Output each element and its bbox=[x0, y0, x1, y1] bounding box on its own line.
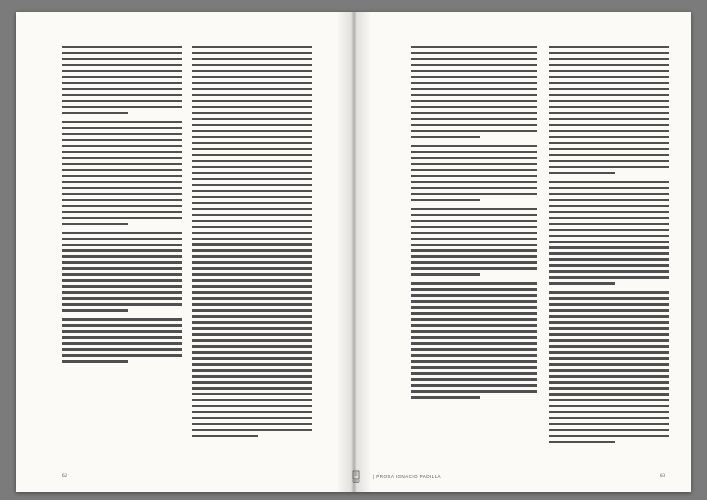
text-line bbox=[549, 246, 669, 248]
text-line bbox=[411, 232, 537, 234]
column-left-inner bbox=[192, 46, 312, 441]
text-line bbox=[549, 112, 669, 114]
text-line bbox=[549, 136, 669, 138]
text-line bbox=[549, 148, 669, 150]
text-line bbox=[192, 82, 312, 84]
text-line bbox=[549, 100, 669, 102]
text-line bbox=[549, 229, 669, 231]
text-line bbox=[192, 178, 312, 180]
text-line bbox=[192, 363, 312, 365]
text-line bbox=[192, 273, 312, 275]
text-line bbox=[62, 217, 182, 219]
text-line bbox=[549, 142, 669, 144]
text-line bbox=[549, 309, 669, 311]
text-line bbox=[549, 423, 669, 425]
text-line bbox=[411, 157, 537, 159]
text-line bbox=[411, 112, 537, 114]
text-line bbox=[192, 321, 312, 323]
text-line bbox=[192, 196, 312, 198]
text-line bbox=[62, 175, 182, 177]
column-right-outer bbox=[549, 46, 669, 447]
text-line bbox=[192, 184, 312, 186]
text-line bbox=[62, 121, 182, 123]
text-line bbox=[62, 211, 182, 213]
text-line bbox=[192, 291, 312, 293]
text-line bbox=[62, 255, 182, 257]
text-line bbox=[192, 369, 312, 371]
text-line bbox=[411, 106, 537, 108]
text-line bbox=[411, 94, 537, 96]
text-line bbox=[62, 279, 182, 281]
text-line bbox=[62, 261, 182, 263]
text-line bbox=[549, 160, 669, 162]
text-line bbox=[192, 100, 312, 102]
text-line bbox=[62, 157, 182, 159]
text-line bbox=[62, 273, 182, 275]
text-line bbox=[192, 399, 312, 401]
text-line bbox=[62, 354, 182, 356]
text-line bbox=[62, 151, 182, 153]
text-line bbox=[192, 160, 312, 162]
text-line bbox=[411, 378, 537, 380]
text-line bbox=[62, 88, 182, 90]
text-line bbox=[192, 261, 312, 263]
text-line bbox=[192, 46, 312, 48]
page-number-left: 62 bbox=[62, 474, 67, 479]
text-line bbox=[549, 106, 669, 108]
text-line bbox=[62, 309, 128, 311]
text-line bbox=[192, 297, 312, 299]
text-line bbox=[411, 175, 537, 177]
text-line bbox=[192, 327, 312, 329]
text-line bbox=[192, 351, 312, 353]
text-line bbox=[192, 130, 312, 132]
text-line bbox=[192, 232, 312, 234]
text-line bbox=[411, 354, 537, 356]
text-line bbox=[411, 336, 537, 338]
text-line bbox=[549, 235, 669, 237]
text-line bbox=[411, 294, 537, 296]
text-line bbox=[192, 136, 312, 138]
text-line bbox=[549, 199, 669, 201]
text-line bbox=[62, 100, 182, 102]
text-line bbox=[192, 309, 312, 311]
text-line bbox=[62, 58, 182, 60]
text-line bbox=[549, 276, 669, 278]
text-line bbox=[192, 76, 312, 78]
book-gutter bbox=[336, 12, 372, 492]
text-line bbox=[549, 205, 669, 207]
text-line bbox=[62, 82, 182, 84]
text-line bbox=[549, 76, 669, 78]
left-page bbox=[16, 12, 353, 492]
text-line bbox=[62, 112, 128, 114]
text-line bbox=[411, 52, 537, 54]
text-line bbox=[192, 154, 312, 156]
text-line bbox=[62, 291, 182, 293]
text-line bbox=[549, 187, 669, 189]
text-line bbox=[192, 375, 312, 377]
text-line bbox=[411, 238, 537, 240]
text-line bbox=[62, 52, 182, 54]
text-line bbox=[192, 333, 312, 335]
text-line bbox=[549, 375, 669, 377]
text-line bbox=[62, 94, 182, 96]
text-line bbox=[411, 64, 537, 66]
text-line bbox=[192, 255, 312, 257]
text-line bbox=[192, 118, 312, 120]
text-line bbox=[411, 193, 537, 195]
text-line bbox=[411, 261, 537, 263]
text-line bbox=[62, 205, 182, 207]
text-line bbox=[411, 163, 537, 165]
text-line bbox=[549, 351, 669, 353]
text-line bbox=[411, 342, 537, 344]
text-line bbox=[549, 64, 669, 66]
text-line bbox=[192, 52, 312, 54]
text-line bbox=[549, 387, 669, 389]
text-line bbox=[192, 64, 312, 66]
text-line bbox=[192, 381, 312, 383]
text-line bbox=[549, 252, 669, 254]
text-line bbox=[62, 342, 182, 344]
text-line bbox=[192, 58, 312, 60]
text-line bbox=[192, 435, 258, 437]
text-line bbox=[192, 142, 312, 144]
text-line bbox=[62, 64, 182, 66]
text-line bbox=[411, 372, 537, 374]
text-line bbox=[549, 118, 669, 120]
text-line bbox=[549, 217, 669, 219]
text-line bbox=[62, 244, 182, 246]
text-line bbox=[192, 315, 312, 317]
text-line bbox=[549, 429, 669, 431]
text-line bbox=[411, 366, 537, 368]
text-line bbox=[62, 267, 182, 269]
text-line bbox=[411, 118, 537, 120]
text-line bbox=[411, 208, 537, 210]
text-line bbox=[411, 226, 537, 228]
text-line bbox=[411, 244, 537, 246]
text-line bbox=[411, 273, 480, 275]
text-line bbox=[411, 151, 537, 153]
text-line bbox=[549, 82, 669, 84]
text-line bbox=[62, 106, 182, 108]
text-line bbox=[549, 270, 669, 272]
text-line bbox=[192, 345, 312, 347]
text-line bbox=[411, 360, 537, 362]
page-number-right: 63 bbox=[660, 474, 665, 479]
text-line bbox=[62, 46, 182, 48]
text-line bbox=[549, 193, 669, 195]
text-line bbox=[192, 267, 312, 269]
text-line bbox=[192, 357, 312, 359]
text-line bbox=[192, 429, 312, 431]
text-line bbox=[549, 321, 669, 323]
text-line bbox=[62, 70, 182, 72]
text-line bbox=[549, 327, 669, 329]
text-line bbox=[192, 94, 312, 96]
text-line bbox=[62, 285, 182, 287]
text-line bbox=[62, 187, 182, 189]
text-line bbox=[549, 345, 669, 347]
text-line bbox=[549, 405, 669, 407]
text-line bbox=[192, 88, 312, 90]
text-line bbox=[62, 181, 182, 183]
text-line bbox=[411, 145, 537, 147]
text-line bbox=[411, 214, 537, 216]
text-line bbox=[549, 130, 669, 132]
text-line bbox=[549, 223, 669, 225]
text-line bbox=[62, 199, 182, 201]
text-line bbox=[411, 255, 537, 257]
text-line bbox=[192, 214, 312, 216]
text-line bbox=[192, 208, 312, 210]
text-line bbox=[549, 211, 669, 213]
text-line bbox=[549, 94, 669, 96]
text-line bbox=[62, 330, 182, 332]
text-line bbox=[549, 393, 669, 395]
text-line bbox=[62, 318, 182, 320]
text-line bbox=[62, 127, 182, 129]
text-line bbox=[549, 258, 669, 260]
text-line bbox=[549, 52, 669, 54]
text-line bbox=[192, 303, 312, 305]
text-line bbox=[62, 238, 182, 240]
text-line bbox=[549, 369, 669, 371]
text-line bbox=[549, 363, 669, 365]
text-line bbox=[62, 303, 182, 305]
text-line bbox=[549, 297, 669, 299]
text-line bbox=[549, 315, 669, 317]
text-line bbox=[192, 112, 312, 114]
text-line bbox=[192, 106, 312, 108]
text-line bbox=[192, 220, 312, 222]
text-line bbox=[62, 169, 182, 171]
text-line bbox=[192, 202, 312, 204]
text-line bbox=[411, 124, 537, 126]
text-line bbox=[411, 300, 537, 302]
column-right-inner bbox=[411, 46, 537, 402]
text-line bbox=[192, 423, 312, 425]
text-line bbox=[62, 163, 182, 165]
text-line bbox=[411, 199, 480, 201]
text-line bbox=[411, 70, 537, 72]
right-page bbox=[354, 12, 691, 492]
text-line bbox=[411, 318, 537, 320]
text-line bbox=[549, 417, 669, 419]
text-line bbox=[62, 145, 182, 147]
publisher-emblem-icon bbox=[350, 470, 362, 484]
footer-publication: | PROSA IGNACIO PADILLA bbox=[373, 474, 442, 479]
text-line bbox=[192, 339, 312, 341]
text-line bbox=[411, 390, 537, 392]
text-line bbox=[411, 46, 537, 48]
text-line bbox=[549, 58, 669, 60]
text-line bbox=[411, 88, 537, 90]
text-line bbox=[549, 357, 669, 359]
text-line bbox=[192, 249, 312, 251]
text-line bbox=[549, 333, 669, 335]
text-line bbox=[549, 88, 669, 90]
text-line bbox=[62, 249, 182, 251]
text-line bbox=[549, 124, 669, 126]
text-line bbox=[192, 285, 312, 287]
text-line bbox=[411, 324, 537, 326]
text-line bbox=[192, 166, 312, 168]
text-line bbox=[411, 267, 537, 269]
text-line bbox=[411, 249, 537, 251]
text-line bbox=[411, 136, 480, 138]
text-line bbox=[549, 441, 615, 443]
text-line bbox=[411, 312, 537, 314]
text-line bbox=[549, 70, 669, 72]
text-line bbox=[411, 58, 537, 60]
text-line bbox=[549, 172, 615, 174]
text-line bbox=[62, 336, 182, 338]
text-line bbox=[62, 348, 182, 350]
text-line bbox=[549, 241, 669, 243]
text-line bbox=[62, 324, 182, 326]
text-line bbox=[549, 381, 669, 383]
text-line bbox=[411, 100, 537, 102]
text-line bbox=[62, 76, 182, 78]
text-line bbox=[411, 169, 537, 171]
text-line bbox=[62, 232, 182, 234]
text-line bbox=[411, 82, 537, 84]
column-left-outer bbox=[62, 46, 182, 366]
text-line bbox=[62, 297, 182, 299]
text-line bbox=[62, 193, 182, 195]
text-line bbox=[411, 348, 537, 350]
text-line bbox=[192, 238, 312, 240]
text-line bbox=[411, 306, 537, 308]
text-line bbox=[411, 220, 537, 222]
text-line bbox=[411, 396, 480, 398]
text-line bbox=[192, 172, 312, 174]
text-line bbox=[62, 139, 182, 141]
text-line bbox=[192, 148, 312, 150]
text-line bbox=[192, 387, 312, 389]
text-line bbox=[192, 417, 312, 419]
citation-note bbox=[411, 446, 545, 460]
text-line bbox=[549, 46, 669, 48]
text-line bbox=[549, 154, 669, 156]
text-line bbox=[411, 181, 537, 183]
text-line bbox=[549, 435, 669, 437]
text-line bbox=[411, 76, 537, 78]
text-line bbox=[192, 226, 312, 228]
text-line bbox=[192, 190, 312, 192]
text-line bbox=[549, 339, 669, 341]
text-line bbox=[62, 360, 128, 362]
text-line bbox=[411, 288, 537, 290]
text-line bbox=[192, 243, 312, 245]
text-line bbox=[411, 282, 537, 284]
text-line bbox=[549, 282, 615, 284]
text-line bbox=[192, 279, 312, 281]
text-line bbox=[411, 330, 537, 332]
book-spread bbox=[16, 12, 691, 492]
text-line bbox=[411, 384, 537, 386]
text-line bbox=[549, 303, 669, 305]
text-line bbox=[549, 411, 669, 413]
text-line bbox=[549, 291, 669, 293]
text-line bbox=[192, 393, 312, 395]
text-line bbox=[549, 166, 669, 168]
text-line bbox=[192, 70, 312, 72]
text-line bbox=[192, 411, 312, 413]
text-line bbox=[549, 264, 669, 266]
text-line bbox=[549, 181, 669, 183]
text-line bbox=[192, 124, 312, 126]
text-line bbox=[62, 223, 128, 225]
text-line bbox=[411, 187, 537, 189]
text-line bbox=[411, 130, 537, 132]
text-line bbox=[192, 405, 312, 407]
text-line bbox=[549, 399, 669, 401]
text-line bbox=[62, 133, 182, 135]
